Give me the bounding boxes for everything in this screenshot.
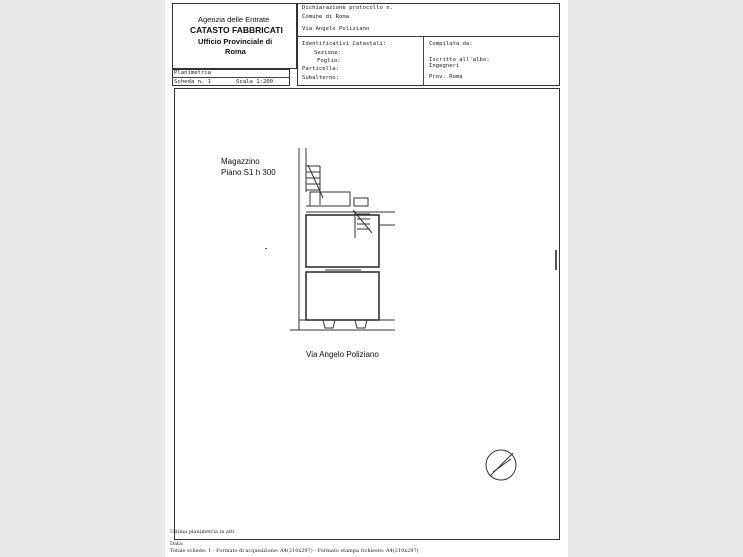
address-text: Via Angelo Poliziano — [302, 26, 370, 32]
street-label: Via Angelo Poliziano — [306, 350, 379, 359]
dichiarazione-text: Dichiarazione protocollo n. — [302, 5, 393, 11]
subalterno-label: Subalterno: — [302, 75, 340, 81]
foglio-label: Foglio: — [317, 58, 341, 64]
office-name: Ufficio Provinciale di — [198, 37, 273, 46]
floor-label: Piano S1 h 300 — [221, 168, 276, 177]
iscritto-label: Iscritto all'albo: — [429, 57, 490, 63]
compilata-label: Compilata da: — [429, 41, 473, 47]
catasto-title: CATASTO FABBRICATI — [190, 25, 283, 35]
particella-label: Particella: — [302, 66, 340, 72]
floor-plan-drawing — [165, 0, 568, 557]
agency-name: Agenzia delle Entrate — [198, 15, 270, 24]
totale-text: Totale schede: 1 - Formato di acquisizione: A4(210x297) - Formato stampa richiesto: A4(210x297) — [170, 548, 419, 554]
cadastral-sheet — [165, 0, 568, 557]
ingegneri-text: Ingegneri — [429, 63, 460, 69]
sezione-label: Sezione: — [314, 50, 341, 56]
office-city: Roma — [225, 47, 246, 56]
planimetria-label: Planimetria — [174, 70, 212, 76]
identificativi-label: Identificativi Catastali: — [302, 41, 387, 47]
scala-label: Scala 1:200 — [236, 79, 274, 85]
comune-text: Comune di Roma — [302, 14, 350, 20]
prov-text: Prov. Roma — [429, 74, 463, 80]
ultima-text: Ultima planimetria in atti — [170, 529, 235, 535]
scheda-label: Scheda n. 1 — [174, 79, 212, 85]
room-label: Magazzino — [221, 157, 260, 166]
data-label: Data: — [170, 541, 184, 547]
